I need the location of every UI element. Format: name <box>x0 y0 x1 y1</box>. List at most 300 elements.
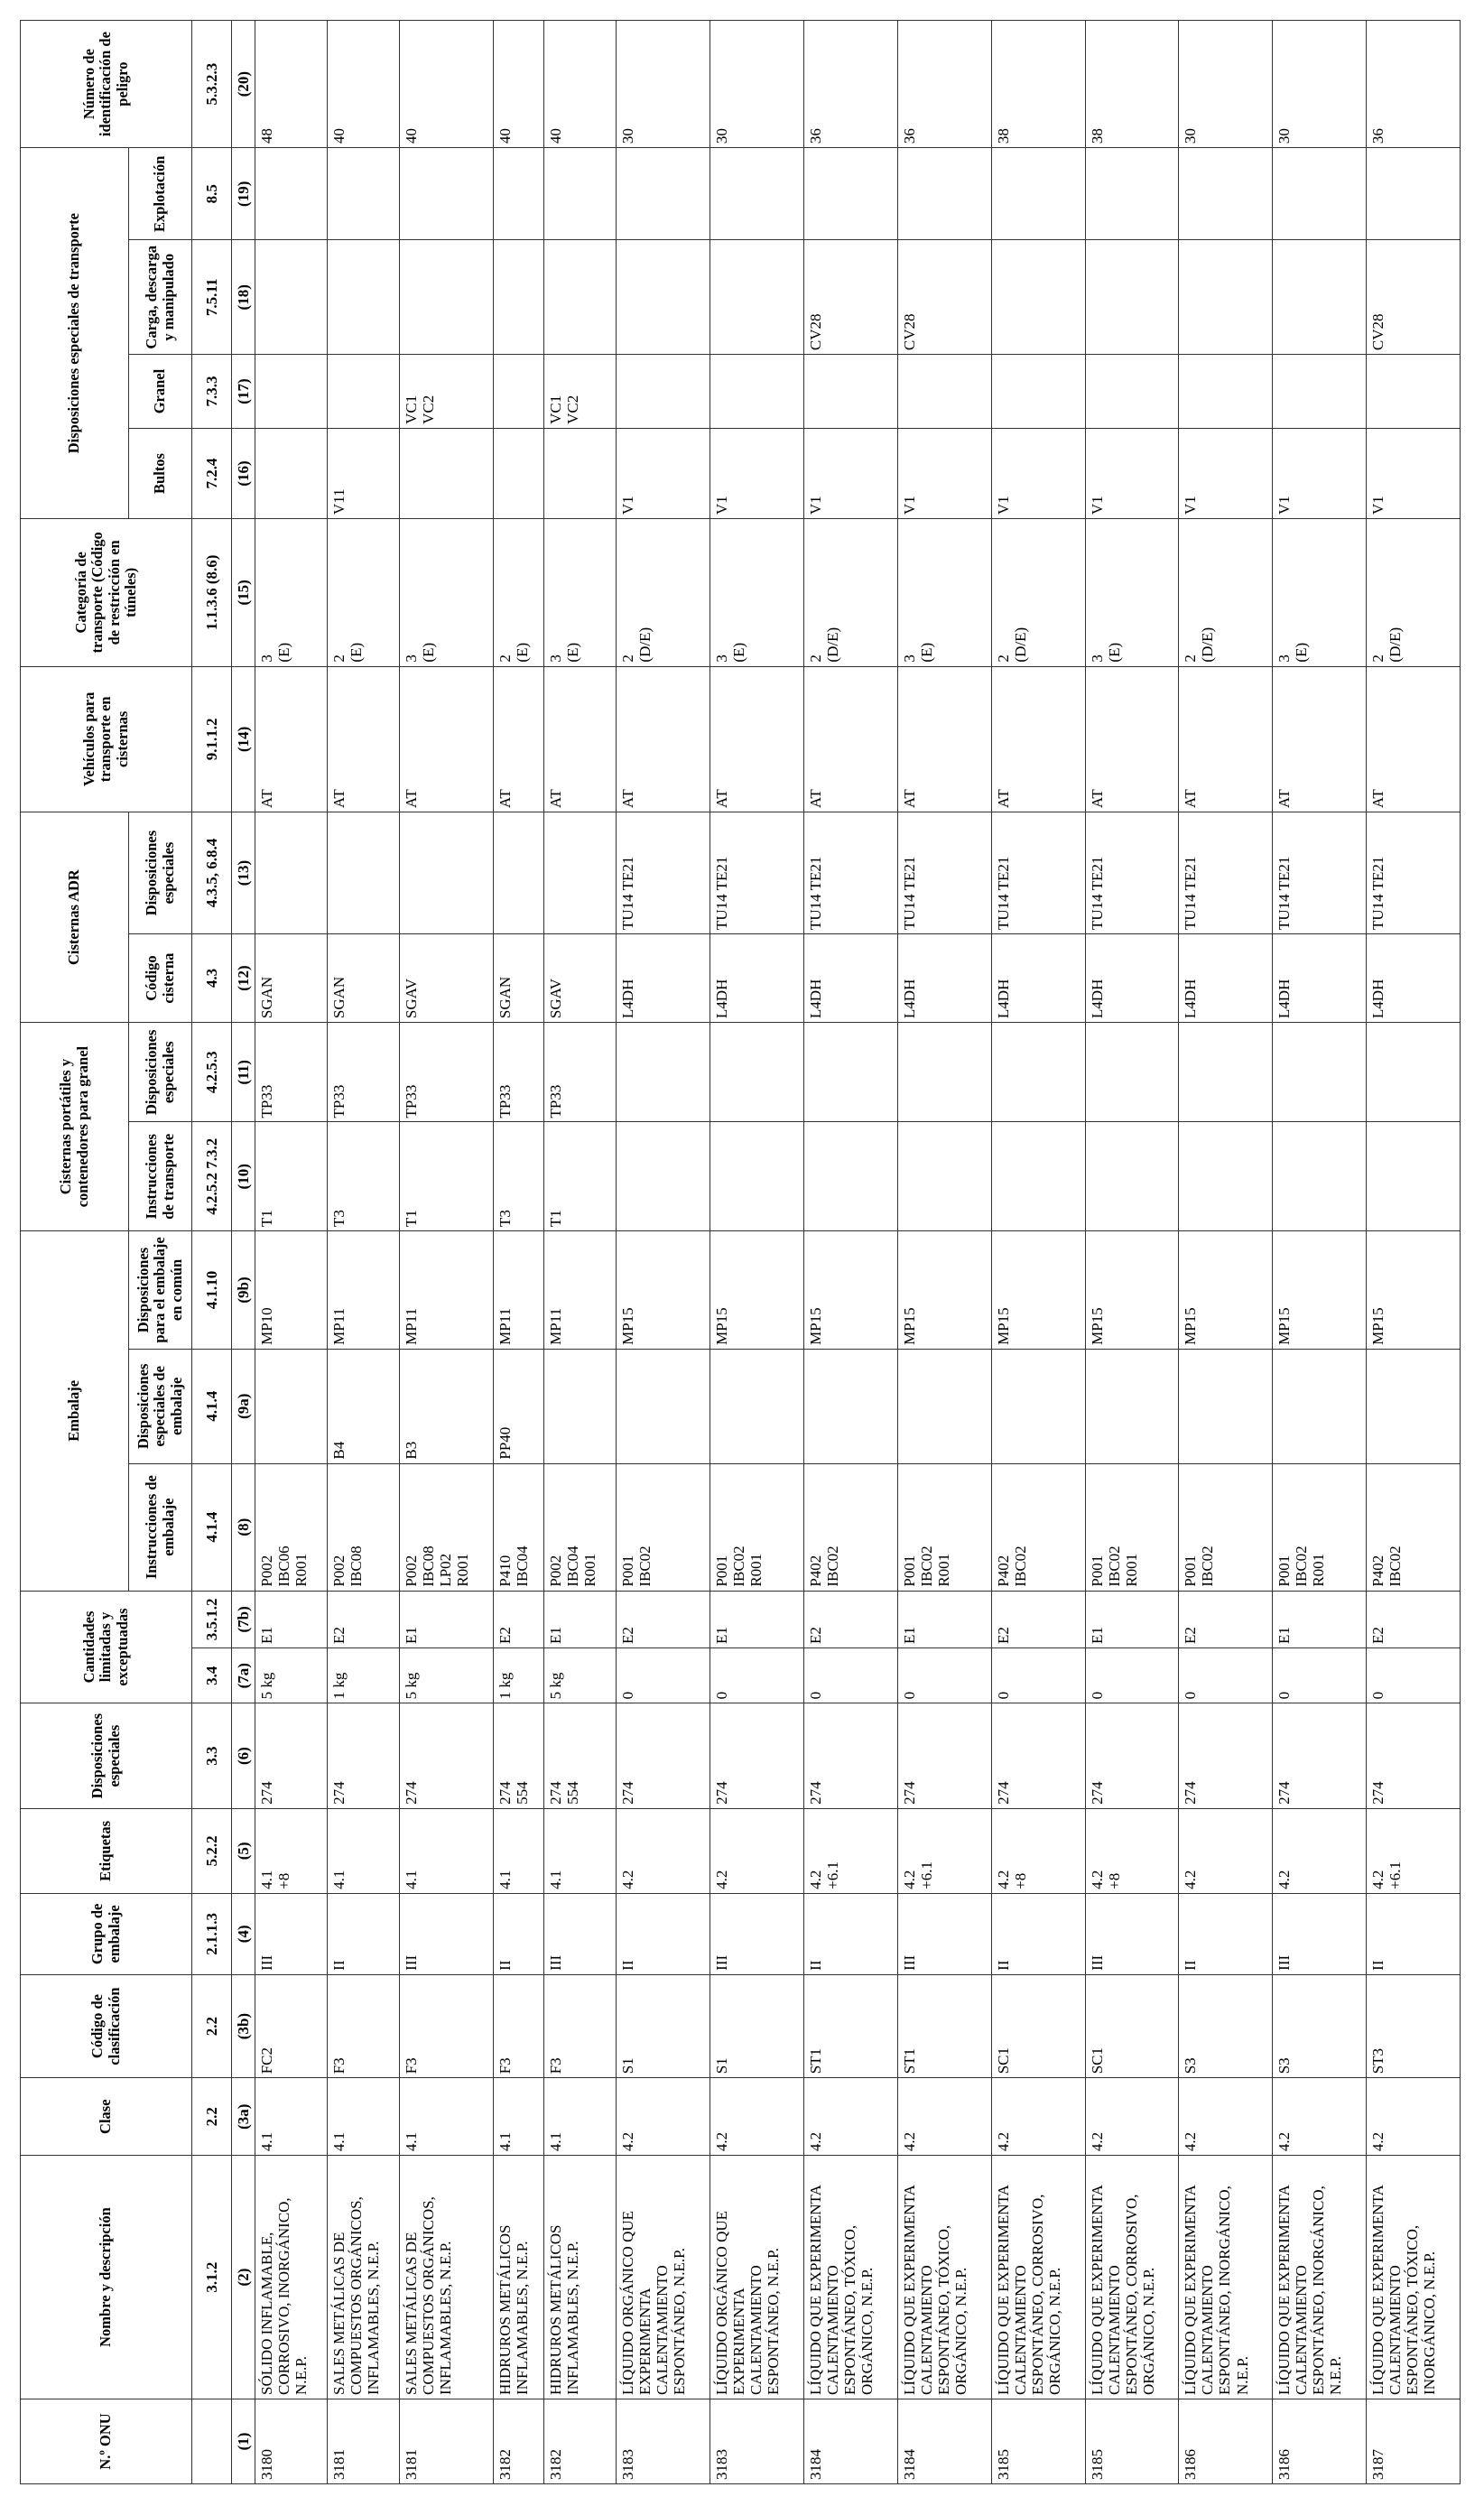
table-cell: SGAN <box>328 933 400 1022</box>
table-cell: S3 <box>1179 1974 1273 2077</box>
table-cell: E1 <box>400 1591 494 1647</box>
table-cell <box>1085 355 1179 429</box>
table-cell: 3182 <box>544 2399 617 2483</box>
reference-cell: 9.1.1.2 <box>192 666 232 812</box>
table-cell: 274 554 <box>544 1703 617 1809</box>
table-cell: P402 IBC02 <box>1367 1463 1461 1591</box>
table-cell <box>991 240 1085 355</box>
table-cell <box>617 1349 710 1463</box>
table-cell <box>710 355 804 429</box>
table-cell: MP11 <box>400 1231 494 1350</box>
table-cell: V1 <box>991 428 1085 518</box>
table-cell: 2 (D/E) <box>804 519 898 667</box>
table-cell <box>1273 240 1367 355</box>
table-cell <box>494 240 544 355</box>
table-cell: B3 <box>400 1349 494 1463</box>
table-cell: 4.2 <box>991 2078 1085 2156</box>
table-cell <box>1273 355 1367 429</box>
reference-cell: 4.2.5.3 <box>192 1023 232 1122</box>
table-cell: F3 <box>328 1974 400 2077</box>
table-cell: MP15 <box>1085 1231 1179 1350</box>
table-cell: L4DH <box>1367 933 1461 1022</box>
table-cell <box>1367 1122 1461 1231</box>
table-cell: 0 <box>897 1648 991 1703</box>
table-cell <box>328 812 400 934</box>
reference-cell: 4.1.10 <box>192 1231 232 1350</box>
table-cell: 3181 <box>328 2399 400 2483</box>
table-cell: 2 (E) <box>494 519 544 667</box>
table-cell: LÍQUIDO ORGÁNICO QUE EXPERIMENTA CALENTAMIENTO ESPONTÁNEO, N.E.P. <box>617 2156 710 2399</box>
table-cell: II <box>617 1893 710 1974</box>
table-cell: 3184 <box>897 2399 991 2483</box>
table-cell <box>1179 148 1273 240</box>
table-cell <box>255 428 328 518</box>
table-cell <box>1179 1023 1273 1122</box>
table-cell: 4.1 +8 <box>255 1808 328 1893</box>
table-cell: TU14 TE21 <box>804 812 898 934</box>
table-cell: L4DH <box>991 933 1085 1022</box>
table-cell <box>1273 1122 1367 1231</box>
table-cell <box>400 240 494 355</box>
table-cell: E2 <box>617 1591 710 1647</box>
table-cell: 274 <box>991 1703 1085 1809</box>
table-cell <box>804 1122 898 1231</box>
table-cell: V1 <box>804 428 898 518</box>
table-row <box>1273 21 1367 2484</box>
table-cell: 38 <box>1085 21 1179 148</box>
reference-cell: 4.2.5.2 7.3.2 <box>192 1122 232 1231</box>
table-cell <box>617 240 710 355</box>
table-cell: E1 <box>255 1591 328 1647</box>
table-cell: V1 <box>897 428 991 518</box>
column-number-cell: (5) <box>232 1808 255 1893</box>
table-cell: E1 <box>1085 1591 1179 1647</box>
table-cell: III <box>1273 1893 1367 1974</box>
table-cell: TU14 TE21 <box>991 812 1085 934</box>
table-cell: ST3 <box>1367 1974 1461 2077</box>
table-cell: TU14 TE21 <box>617 812 710 934</box>
table-cell: II <box>991 1893 1085 1974</box>
table-cell: 0 <box>991 1648 1085 1703</box>
reference-cell: 5.2.2 <box>192 1808 232 1893</box>
table-cell: L4DH <box>1273 933 1367 1022</box>
table-cell: 2 (D/E) <box>991 519 1085 667</box>
table-cell: P001 IBC02 <box>617 1463 710 1591</box>
table-cell: MP15 <box>1367 1231 1461 1350</box>
header-loading: Carga, descarga y manipulado <box>129 240 192 355</box>
table-cell: 30 <box>1179 21 1273 148</box>
table-cell <box>804 1349 898 1463</box>
table-cell: SALES METÁLICAS DE COMPUESTOS ORGÁNICOS, INFLAMABLES, N.E.P. <box>328 2156 400 2399</box>
table-cell: B4 <box>328 1349 400 1463</box>
table-cell <box>897 1349 991 1463</box>
table-cell: AT <box>255 666 328 812</box>
table-cell: II <box>328 1893 400 1974</box>
table-cell <box>897 148 991 240</box>
table-cell: TU14 TE21 <box>1367 812 1461 934</box>
table-cell: LÍQUIDO QUE EXPERIMENTA CALENTAMIENTO ESPONTÁNEO, TÓXICO, ORGÁNICO, N.E.P. <box>804 2156 898 2399</box>
table-cell: 274 <box>400 1703 494 1809</box>
table-cell: II <box>494 1893 544 1974</box>
table-cell: P402 IBC02 <box>991 1463 1085 1591</box>
table-cell <box>804 355 898 429</box>
table-cell: MP15 <box>617 1231 710 1350</box>
table-cell <box>1273 1023 1367 1122</box>
table-cell: S1 <box>710 1974 804 2077</box>
table-cell: 3 (E) <box>710 519 804 667</box>
reference-cell: 4.1.4 <box>192 1349 232 1463</box>
table-cell <box>544 428 617 518</box>
table-cell: 3 (E) <box>544 519 617 667</box>
table-cell: CV28 <box>1367 240 1461 355</box>
header-hazard-id: Número de identificación de peligro <box>21 21 192 148</box>
table-cell: E2 <box>1367 1591 1461 1647</box>
table-cell <box>991 1349 1085 1463</box>
table-cell: 3184 <box>804 2399 898 2483</box>
column-number-cell: (15) <box>232 519 255 667</box>
table-cell: VC1 VC2 <box>400 355 494 429</box>
table-cell: TU14 TE21 <box>1179 812 1273 934</box>
reference-cell: 3.3 <box>192 1703 232 1809</box>
table-cell: AT <box>1179 666 1273 812</box>
table-cell: 274 <box>328 1703 400 1809</box>
table-cell: AT <box>897 666 991 812</box>
table-cell: MP11 <box>544 1231 617 1350</box>
table-cell: AT <box>1367 666 1461 812</box>
table-cell: 0 <box>1085 1648 1179 1703</box>
table-cell: V1 <box>1367 428 1461 518</box>
table-cell: TP33 <box>544 1023 617 1122</box>
table-cell: L4DH <box>1179 933 1273 1022</box>
table-cell <box>897 1023 991 1122</box>
header-tank-special: Disposiciones especiales <box>129 1023 192 1122</box>
table-cell: 2 (E) <box>328 519 400 667</box>
table-cell: V1 <box>1179 428 1273 518</box>
table-cell: 4.1 <box>255 2078 328 2156</box>
table-cell <box>494 355 544 429</box>
table-cell: 3183 <box>617 2399 710 2483</box>
column-number-cell: (7b) <box>232 1591 255 1647</box>
table-cell <box>617 1122 710 1231</box>
table-cell <box>991 148 1085 240</box>
table-row <box>544 21 617 2484</box>
table-cell: AT <box>400 666 494 812</box>
table-cell: 4.2 <box>710 1808 804 1893</box>
table-cell: 4.2 <box>1085 2078 1179 2156</box>
table-row <box>617 21 710 2484</box>
table-cell <box>617 1023 710 1122</box>
table-cell: 4.2 +8 <box>991 1808 1085 1893</box>
table-cell: HIDRUROS METÁLICOS INFLAMABLES, N.E.P. <box>494 2156 544 2399</box>
table-cell: SÓLIDO INFLAMABLE, CORROSIVO, INORGÁNICO, N.E.P. <box>255 2156 328 2399</box>
table-cell <box>1367 1349 1461 1463</box>
table-cell: 3180 <box>255 2399 328 2483</box>
table-cell: L4DH <box>710 933 804 1022</box>
table-cell <box>255 240 328 355</box>
table-cell: 0 <box>1179 1648 1273 1703</box>
table-cell: 4.1 <box>494 1808 544 1893</box>
reference-cell: 2.1.1.3 <box>192 1893 232 1974</box>
table-cell: P402 IBC02 <box>804 1463 898 1591</box>
table-cell <box>255 355 328 429</box>
table-cell: 1 kg <box>494 1648 544 1703</box>
column-number-cell: (10) <box>232 1122 255 1231</box>
table-cell: P002 IBC04 R001 <box>544 1463 617 1591</box>
table-cell <box>494 812 544 934</box>
column-number-cell: (1) <box>232 2399 255 2483</box>
table-cell <box>710 240 804 355</box>
table-cell: 3181 <box>400 2399 494 2483</box>
column-number-cell: (3b) <box>232 1974 255 2077</box>
table-cell: TP33 <box>255 1023 328 1122</box>
table-cell: 274 <box>1273 1703 1367 1809</box>
reference-cell: 4.3 <box>192 933 232 1022</box>
table-cell: 4.1 <box>544 2078 617 2156</box>
table-cell <box>400 428 494 518</box>
table-cell: 2 (D/E) <box>1367 519 1461 667</box>
header-adr-special: Disposiciones especiales <box>129 812 192 934</box>
table-cell <box>1367 1023 1461 1122</box>
table-cell <box>255 1349 328 1463</box>
table-cell: 4.1 <box>328 1808 400 1893</box>
reference-cell: 7.3.3 <box>192 355 232 429</box>
table-cell: S3 <box>1273 1974 1367 2077</box>
column-number-cell: (17) <box>232 355 255 429</box>
table-cell: 40 <box>494 21 544 148</box>
table-cell: 4.2 <box>897 2078 991 2156</box>
table-cell <box>544 1349 617 1463</box>
table-cell: 3 (E) <box>1085 519 1179 667</box>
table-cell: LÍQUIDO QUE EXPERIMENTA CALENTAMIENTO ESPONTÁNEO, INORGÁNICO, N.E.P. <box>1273 2156 1367 2399</box>
reference-cell: 7.2.4 <box>192 428 232 518</box>
table-cell: III <box>897 1893 991 1974</box>
table-row <box>991 21 1085 2484</box>
table-cell: E1 <box>897 1591 991 1647</box>
table-cell: P001 IBC02 <box>1179 1463 1273 1591</box>
table-cell: 3185 <box>991 2399 1085 2483</box>
table-cell <box>710 1349 804 1463</box>
table-cell: 274 <box>617 1703 710 1809</box>
column-number-cell: (13) <box>232 812 255 934</box>
dangerous-goods-table <box>20 20 1461 2484</box>
table-cell <box>1273 1349 1367 1463</box>
column-number-cell: (19) <box>232 148 255 240</box>
column-number-cell: (9a) <box>232 1349 255 1463</box>
table-cell: III <box>544 1893 617 1974</box>
table-cell: SC1 <box>991 1974 1085 2077</box>
table-cell: III <box>1085 1893 1179 1974</box>
table-cell: 274 <box>1367 1703 1461 1809</box>
table-cell <box>991 1122 1085 1231</box>
table-cell: 0 <box>1367 1648 1461 1703</box>
table-cell: 4.2 +6.1 <box>804 1808 898 1893</box>
column-number-cell: (14) <box>232 666 255 812</box>
table-row <box>1085 21 1179 2484</box>
table-cell <box>494 428 544 518</box>
table-cell: 36 <box>804 21 898 148</box>
table-cell: 3 (E) <box>400 519 494 667</box>
table-cell: ST1 <box>897 1974 991 2077</box>
reference-row <box>192 21 232 2484</box>
table-cell: 3182 <box>494 2399 544 2483</box>
table-cell: T1 <box>400 1122 494 1231</box>
table-row <box>255 21 328 2484</box>
table-cell <box>544 148 617 240</box>
table-cell: 36 <box>897 21 991 148</box>
table-cell <box>328 240 400 355</box>
header-adr-tanks: Cisternas ADR <box>21 812 129 1023</box>
table-cell: TP33 <box>400 1023 494 1122</box>
table-cell: MP15 <box>1273 1231 1367 1350</box>
table-cell: MP10 <box>255 1231 328 1350</box>
table-cell: 3186 <box>1179 2399 1273 2483</box>
table-cell: TU14 TE21 <box>1273 812 1367 934</box>
header-tank-code: Código cisterna <box>129 933 192 1022</box>
reference-cell: 2.2 <box>192 1974 232 2077</box>
table-cell: 3187 <box>1367 2399 1461 2483</box>
table-cell: CV28 <box>804 240 898 355</box>
table-cell: 4.2 <box>804 2078 898 2156</box>
table-cell: 30 <box>1273 21 1367 148</box>
table-body <box>255 21 1461 2484</box>
table-cell: T3 <box>328 1122 400 1231</box>
header-mixed-packing: Disposiciones para el embalaje en común <box>129 1231 192 1350</box>
table-cell: T1 <box>255 1122 328 1231</box>
header-limited-excepted: Cantidades limitadas y exceptuadas <box>21 1591 192 1703</box>
table-cell: 36 <box>1367 21 1461 148</box>
table-cell: LÍQUIDO QUE EXPERIMENTA CALENTAMIENTO ESPONTÁNEO, TÓXICO, ORGÁNICO, N.E.P. <box>897 2156 991 2399</box>
header-packing-group: Grupo de embalaje <box>21 1893 192 1974</box>
reference-cell: 7.5.11 <box>192 240 232 355</box>
header-special-provisions: Disposiciones especiales <box>21 1703 192 1809</box>
table-cell: 3 (E) <box>1273 519 1367 667</box>
table-cell: 3 (E) <box>255 519 328 667</box>
header-special-packing: Disposiciones especiales de embalaje <box>129 1349 192 1463</box>
table-cell <box>494 148 544 240</box>
table-cell: E1 <box>544 1591 617 1647</box>
table-cell: 5 kg <box>255 1648 328 1703</box>
table-cell: 1 kg <box>328 1648 400 1703</box>
header-portable-tanks: Cisternas portátiles y contenedores para granel <box>21 1023 129 1231</box>
table-cell: LÍQUIDO QUE EXPERIMENTA CALENTAMIENTO ESPONTÁNEO, CORROSIVO, ORGÁNICO, N.E.P. <box>1085 2156 1179 2399</box>
table-row <box>1367 21 1461 2484</box>
table-cell: 274 <box>897 1703 991 1809</box>
table-cell: III <box>710 1893 804 1974</box>
table-cell <box>1085 1349 1179 1463</box>
table-cell: SGAV <box>544 933 617 1022</box>
reference-cell <box>192 2399 232 2483</box>
table-cell: 4.2 <box>617 1808 710 1893</box>
table-row <box>328 21 400 2484</box>
table-cell: MP11 <box>494 1231 544 1350</box>
column-number-cell: (8) <box>232 1463 255 1591</box>
table-cell: V1 <box>1085 428 1179 518</box>
table-cell <box>710 148 804 240</box>
header-classification-code: Código de clasificación <box>21 1974 192 2077</box>
table-cell <box>1179 240 1273 355</box>
table-cell <box>1179 1349 1273 1463</box>
table-cell: S1 <box>617 1974 710 2077</box>
table-cell <box>617 148 710 240</box>
table-cell <box>255 148 328 240</box>
table-cell: 4.2 +6.1 <box>1367 1808 1461 1893</box>
column-number-cell: (6) <box>232 1703 255 1809</box>
table-cell: L4DH <box>804 933 898 1022</box>
table-cell: II <box>1179 1893 1273 1974</box>
table-cell: FC2 <box>255 1974 328 2077</box>
table-cell: P410 IBC04 <box>494 1463 544 1591</box>
table-cell: SGAV <box>400 933 494 1022</box>
table-cell: P002 IBC06 R001 <box>255 1463 328 1591</box>
table-cell: 40 <box>328 21 400 148</box>
table-cell: AT <box>804 666 898 812</box>
table-cell: 4.2 <box>1273 2078 1367 2156</box>
column-number-cell: (4) <box>232 1893 255 1974</box>
table-cell: L4DH <box>617 933 710 1022</box>
table-cell: E1 <box>710 1591 804 1647</box>
table-cell: MP15 <box>991 1231 1085 1350</box>
table-cell: 3186 <box>1273 2399 1367 2483</box>
table-cell <box>710 1122 804 1231</box>
table-cell: AT <box>710 666 804 812</box>
reference-cell: 2.2 <box>192 2078 232 2156</box>
table-row <box>804 21 898 2484</box>
table-cell: 274 <box>710 1703 804 1809</box>
table-cell: P002 IBC08 LP02 R001 <box>400 1463 494 1591</box>
table-cell: AT <box>617 666 710 812</box>
table-cell <box>1179 1122 1273 1231</box>
table-cell <box>991 1023 1085 1122</box>
table-cell <box>400 812 494 934</box>
table-cell: II <box>804 1893 898 1974</box>
table-cell: LÍQUIDO QUE EXPERIMENTA CALENTAMIENTO ESPONTÁNEO, INORGÁNICO, N.E.P. <box>1179 2156 1273 2399</box>
table-cell: 2 (D/E) <box>617 519 710 667</box>
table-cell: VC1 VC2 <box>544 355 617 429</box>
table-cell: T1 <box>544 1122 617 1231</box>
table-cell: SC1 <box>1085 1974 1179 2077</box>
table-cell: 4.1 <box>544 1808 617 1893</box>
table-cell: AT <box>328 666 400 812</box>
table-cell: P001 IBC02 R001 <box>897 1463 991 1591</box>
table-cell <box>400 148 494 240</box>
table-cell: E2 <box>328 1591 400 1647</box>
table-cell: 3185 <box>1085 2399 1179 2483</box>
table-cell: MP15 <box>897 1231 991 1350</box>
table-cell: 5 kg <box>544 1648 617 1703</box>
reference-cell: 5.3.2.3 <box>192 21 232 148</box>
table-cell: II <box>1367 1893 1461 1974</box>
table-cell: PP40 <box>494 1349 544 1463</box>
column-number-cell: (2) <box>232 2156 255 2399</box>
header-packages: Bultos <box>129 428 192 518</box>
column-number-cell: (20) <box>232 21 255 148</box>
table-cell: L4DH <box>1085 933 1179 1022</box>
table-cell: V11 <box>328 428 400 518</box>
table-cell: 2 (D/E) <box>1179 519 1273 667</box>
table-cell: V1 <box>1273 428 1367 518</box>
column-number-cell: (9b) <box>232 1231 255 1350</box>
header-name: Nombre y descripción <box>21 2156 192 2399</box>
reference-cell: 4.1.4 <box>192 1463 232 1591</box>
table-cell: ST1 <box>804 1974 898 2077</box>
table-cell: V1 <box>617 428 710 518</box>
table-cell <box>804 1023 898 1122</box>
column-number-cell: (7a) <box>232 1648 255 1703</box>
column-number-cell: (11) <box>232 1023 255 1122</box>
table-cell: 30 <box>617 21 710 148</box>
table-cell: 3183 <box>710 2399 804 2483</box>
table-cell: 4.1 <box>494 2078 544 2156</box>
